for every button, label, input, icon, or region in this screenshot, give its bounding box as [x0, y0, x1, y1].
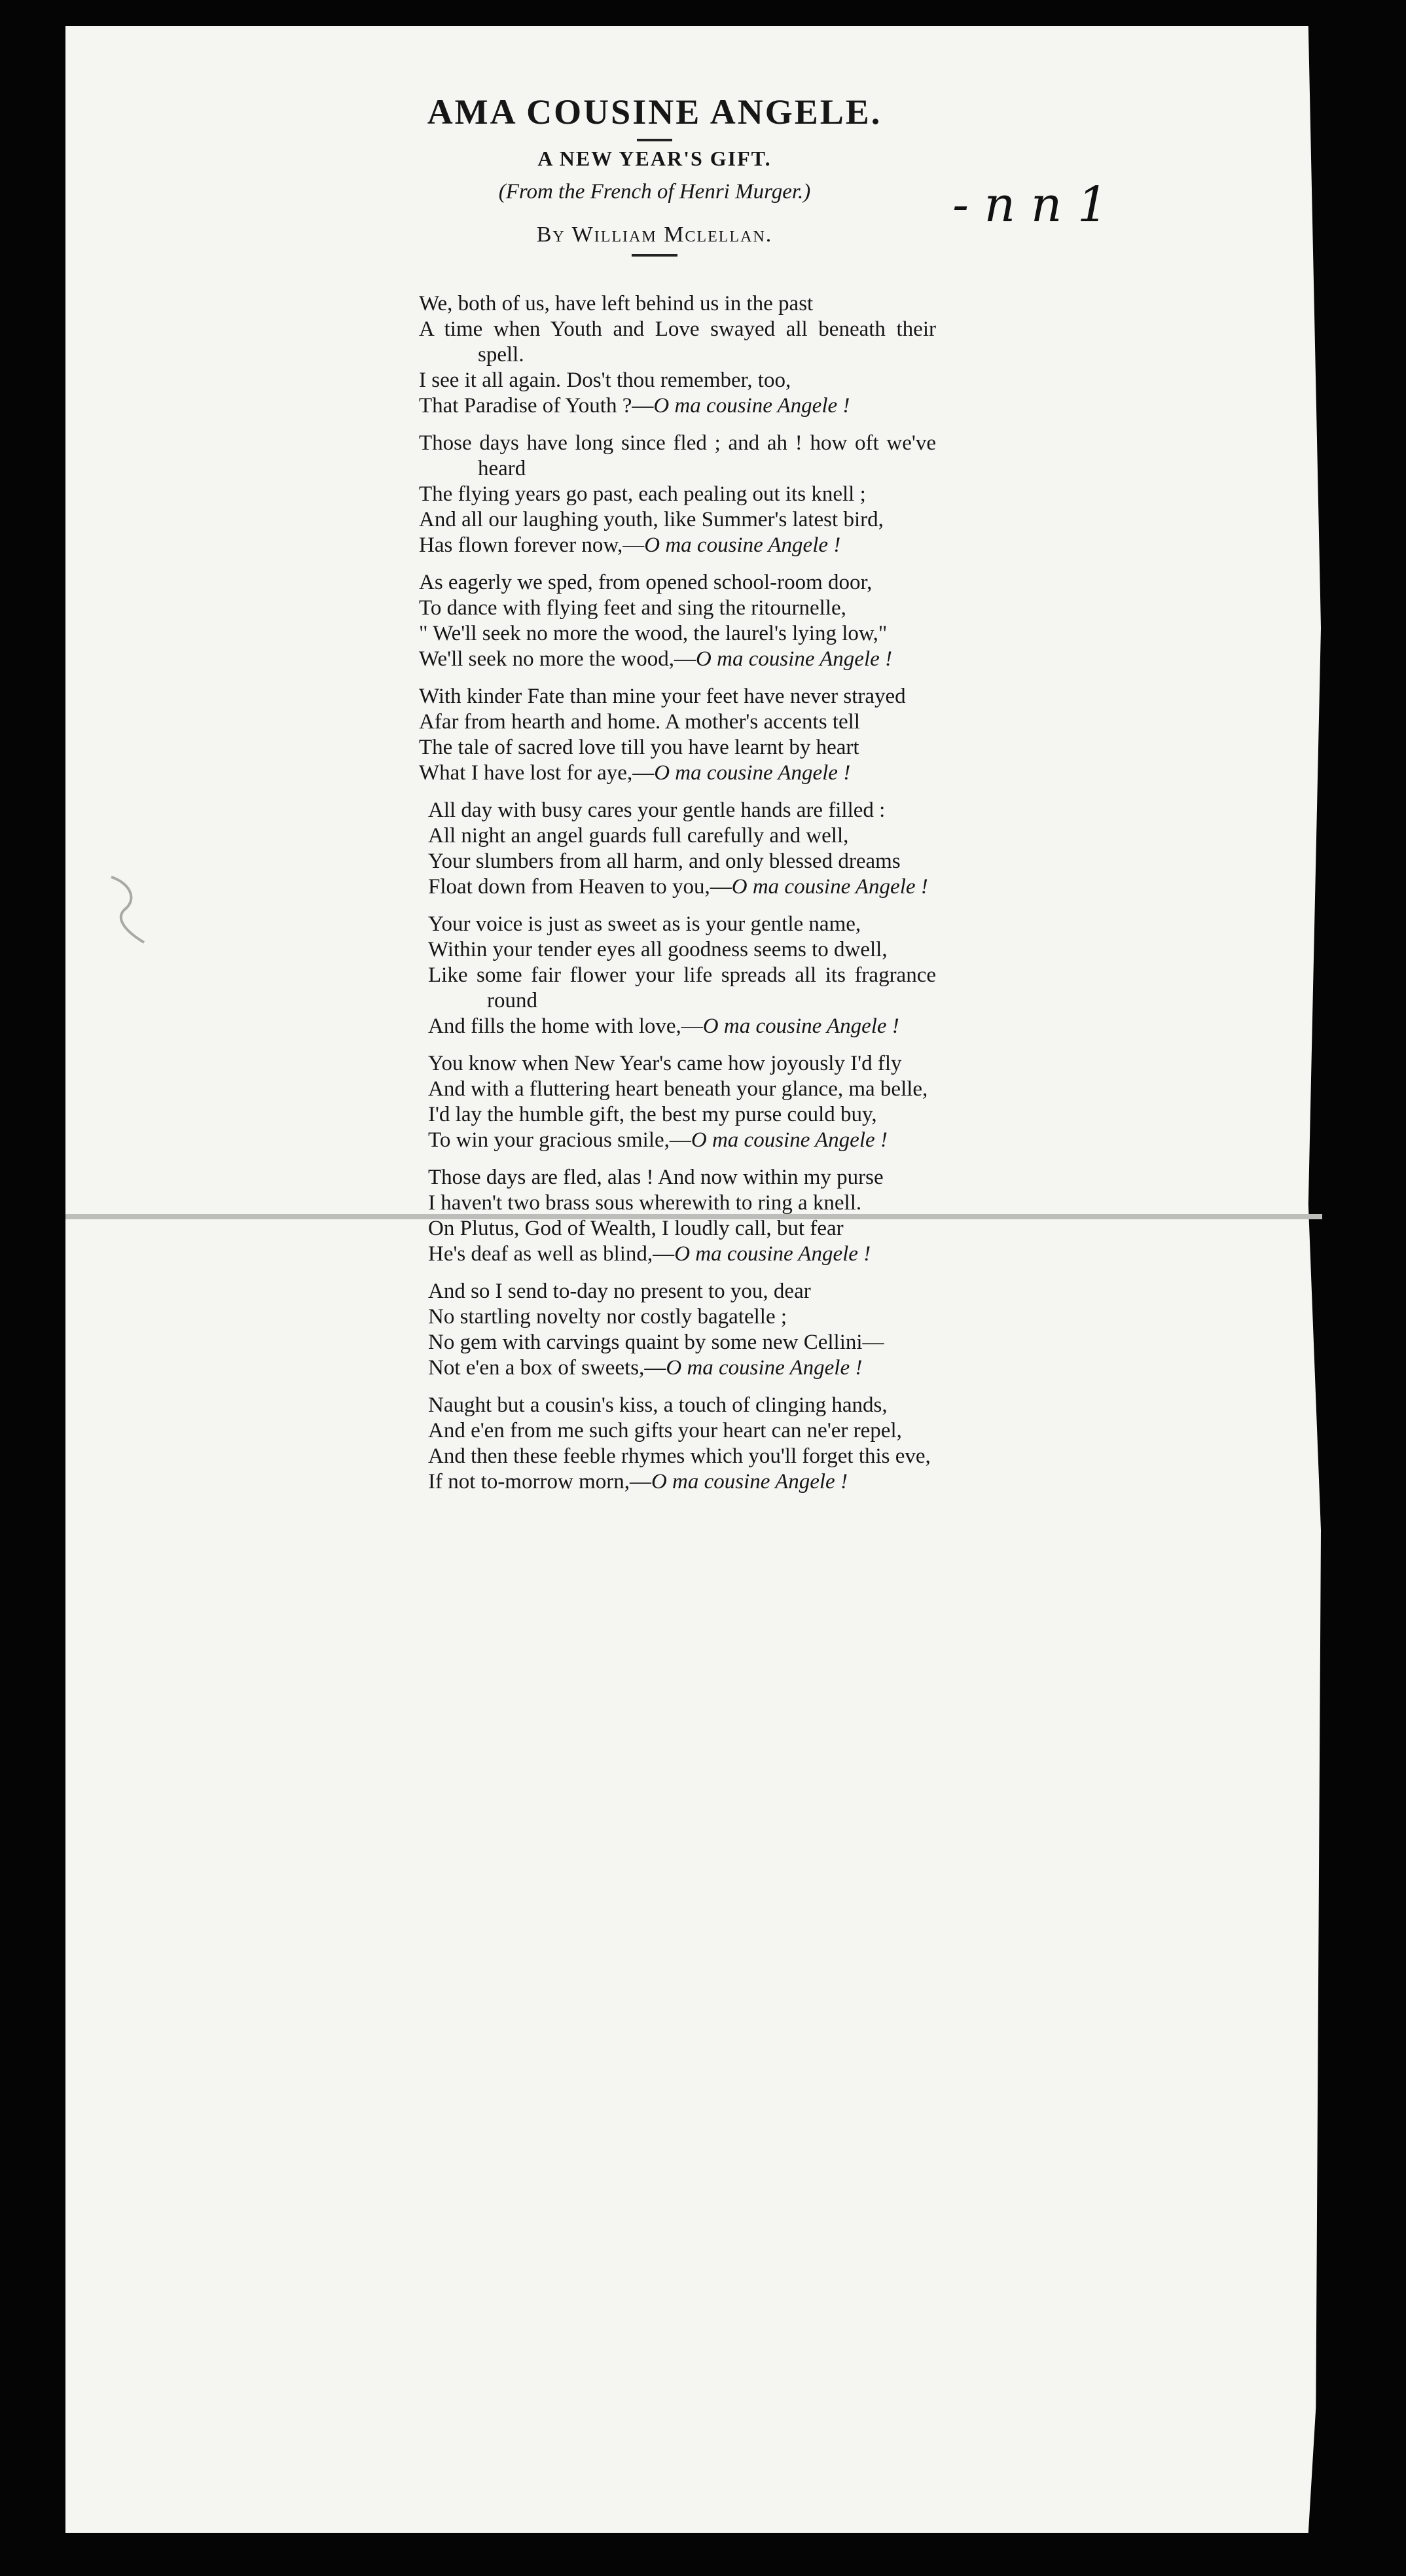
- line-text: The flying years go past, each pealing out its knell ;: [419, 482, 866, 506]
- line-text: And fills the home with love,—: [428, 1014, 703, 1038]
- line-text: And with a fluttering heart beneath your glance, ma belle,: [428, 1077, 928, 1101]
- refrain-text: O ma cousine Angele !: [653, 394, 850, 418]
- pencil-mark: [98, 870, 157, 949]
- line-text: That Paradise of Youth ?—: [419, 394, 654, 418]
- line-text: Afar from hearth and home. A mother's accents tell: [419, 710, 860, 734]
- line-text: Float down from Heaven to you,—: [428, 875, 732, 899]
- poem-line: [419, 317, 936, 368]
- line-text: The tale of sacred love till you have learnt by heart: [419, 736, 859, 759]
- poem-line: [428, 1242, 936, 1267]
- line-text: With kinder Fate than mine your feet have never strayed: [419, 685, 906, 708]
- poem-line: [419, 431, 936, 482]
- poem-line: [419, 647, 936, 672]
- line-text: We'll seek no more the wood,—: [419, 647, 696, 671]
- poem-line: [419, 760, 936, 786]
- poem-line: [428, 1279, 936, 1304]
- line-text: To dance with flying feet and sing the ritournelle,: [419, 596, 846, 620]
- poem-line: [428, 823, 936, 849]
- refrain-text: O ma cousine Angele !: [654, 761, 851, 785]
- refrain-text: O ma cousine Angele !: [651, 1470, 848, 1494]
- poem-line: [428, 1418, 936, 1444]
- poem-line: [428, 849, 936, 874]
- line-text: Those days have long since fled ; and ah ! how oft we've heard: [419, 431, 936, 480]
- refrain-text: O ma cousine Angele !: [691, 1128, 888, 1152]
- poem-subtitle: A NEW YEAR'S GIFT.: [537, 147, 772, 170]
- refrain-text: O ma cousine Angele !: [674, 1242, 871, 1266]
- poem-line: [428, 1330, 936, 1355]
- line-text: Your slumbers from all harm, and only blessed dreams: [428, 850, 901, 873]
- line-text: Those days are fled, alas ! And now within my purse: [428, 1166, 884, 1189]
- line-text: You know when New Year's came how joyously I'd fly: [428, 1052, 902, 1075]
- poem-line: [428, 963, 936, 1014]
- line-text: On Plutus, God of Wealth, I loudly call, but fear: [428, 1217, 844, 1240]
- line-text: And all our laughing youth, like Summer's latest bird,: [419, 508, 884, 531]
- refrain-text: O ma cousine Angele !: [666, 1356, 863, 1380]
- line-text: Naught but a cousin's kiss, a touch of clinging hands,: [428, 1393, 888, 1417]
- poem-line: [428, 1128, 936, 1153]
- line-text: Has flown forever now,—: [419, 533, 645, 557]
- poem-stanza: [419, 1393, 936, 1495]
- refrain-text: O ma cousine Angele !: [644, 533, 841, 557]
- poem-line: [428, 1444, 936, 1469]
- poem-line: [419, 368, 936, 393]
- refrain-text: O ma cousine Angele !: [731, 875, 928, 899]
- line-text: I'd lay the humble gift, the best my purse could buy,: [428, 1103, 877, 1126]
- poem-line: [428, 1393, 936, 1418]
- line-text: No gem with carvings quaint by some new Cellini—: [428, 1331, 884, 1354]
- poem-line: [419, 291, 936, 317]
- poem-body: [419, 291, 936, 1507]
- byline-rule: [632, 254, 677, 257]
- poem-line: [428, 937, 936, 963]
- line-text: And then these feeble rhymes which you'll forget this eve,: [428, 1444, 931, 1468]
- title-rule: [637, 139, 672, 141]
- poem-stanza: [419, 570, 936, 672]
- poem-line: [428, 1077, 936, 1102]
- poem-line: [428, 1355, 936, 1381]
- poem-stanza: [419, 1165, 936, 1267]
- line-text: If not to-morrow morn,—: [428, 1470, 651, 1494]
- poem-stanza: [419, 1279, 936, 1381]
- poem-line: [419, 393, 936, 419]
- poem-line: [428, 912, 936, 937]
- poem-line: [419, 482, 936, 507]
- poem-line: [419, 621, 936, 647]
- poem-title: AMA COUSINE ANGELE.: [427, 92, 882, 132]
- poem-stanza: [419, 431, 936, 558]
- line-text: What I have lost for aye,—: [419, 761, 655, 785]
- line-text: And e'en from me such gifts your heart can ne'er repel,: [428, 1419, 902, 1442]
- line-text: A time when Youth and Love swayed all beneath their spell.: [419, 317, 936, 367]
- line-text: Like some fair flower your life spreads all its fragrance round: [428, 963, 936, 1012]
- poem-line: [428, 1469, 936, 1495]
- poem-line: [419, 709, 936, 735]
- poem-line: [419, 596, 936, 621]
- poem-stanza: [419, 291, 936, 419]
- poem-line: [428, 1051, 936, 1077]
- line-text: Your voice is just as sweet as is your gentle name,: [428, 912, 861, 936]
- poem-line: [419, 533, 936, 558]
- line-text: No startling novelty nor costly bagatelle ;: [428, 1305, 787, 1329]
- poem-line: [428, 1102, 936, 1128]
- poem-line: [428, 798, 936, 823]
- poem-line: [428, 874, 936, 900]
- document-header: [393, 92, 916, 257]
- poem-stanza: [419, 798, 936, 900]
- poem-stanza: [419, 912, 936, 1039]
- line-text: He's deaf as well as blind,—: [428, 1242, 675, 1266]
- poem-line: [428, 1190, 936, 1216]
- refrain-text: O ma cousine Angele !: [696, 647, 893, 671]
- poem-stanza: [419, 684, 936, 786]
- poem-line: [428, 1216, 936, 1242]
- handwritten-margin-note: - n n 1: [952, 177, 1108, 233]
- line-text: And so I send to-day no present to you, dear: [428, 1279, 811, 1303]
- poem-stanza: [419, 1051, 936, 1153]
- line-text: I see it all again. Dos't thou remember, too,: [419, 368, 791, 392]
- line-text: To win your gracious smile,—: [428, 1128, 691, 1152]
- line-text: We, both of us, have left behind us in the past: [419, 292, 814, 315]
- refrain-text: O ma cousine Angele !: [702, 1014, 899, 1038]
- poem-byline: By William Mclellan.: [536, 223, 773, 247]
- poem-line: [428, 1165, 936, 1190]
- line-text: " We'll seek no more the wood, the laurel's lying low,": [419, 622, 888, 645]
- poem-line: [428, 1304, 936, 1330]
- line-text: Not e'en a box of sweets,—: [428, 1356, 666, 1380]
- line-text: I haven't two brass sous wherewith to ring a knell.: [428, 1191, 862, 1215]
- poem-line: [419, 735, 936, 760]
- line-text: As eagerly we sped, from opened school-room door,: [419, 571, 873, 594]
- poem-source: (From the French of Henri Murger.): [498, 180, 811, 204]
- poem-line: [419, 684, 936, 709]
- poem-line: [419, 507, 936, 533]
- poem-line: [428, 1014, 936, 1039]
- line-text: All night an angel guards full carefully and well,: [428, 824, 849, 848]
- poem-line: [419, 570, 936, 596]
- line-text: Within your tender eyes all goodness seems to dwell,: [428, 938, 888, 961]
- line-text: All day with busy cares your gentle hands are filled :: [428, 798, 886, 822]
